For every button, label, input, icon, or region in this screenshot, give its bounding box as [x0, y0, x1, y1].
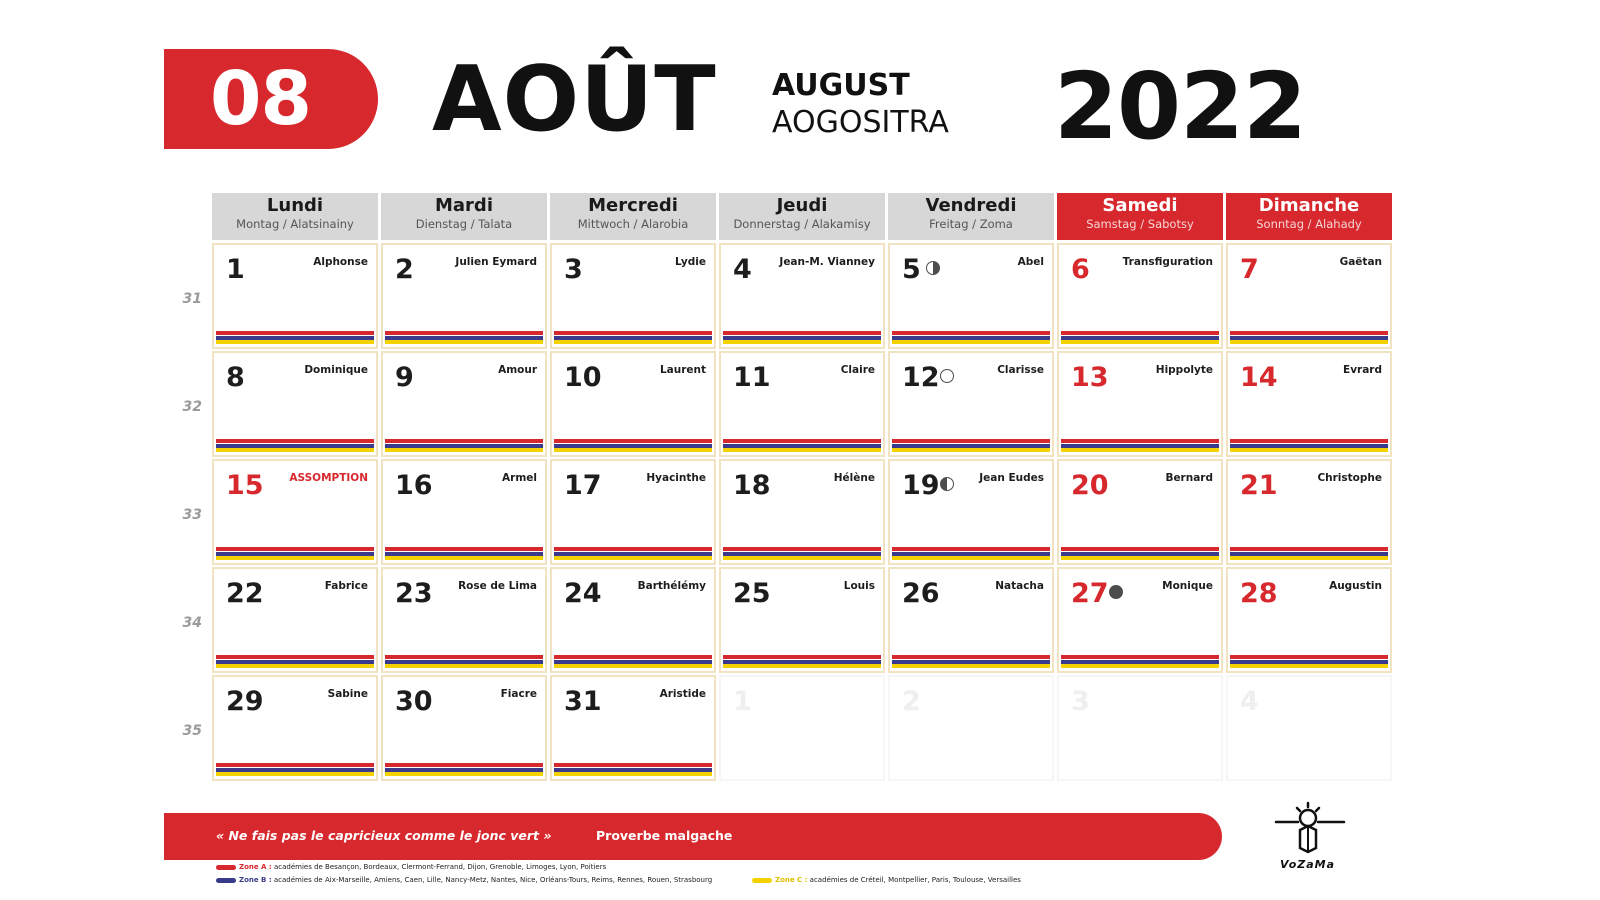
- school-zone-stripes: [723, 331, 881, 344]
- zone-a-stripe: [1061, 655, 1219, 659]
- zone-c-stripe: [385, 556, 543, 560]
- zone-a-stripe: [1230, 331, 1388, 335]
- school-zone-stripes: [1061, 331, 1219, 344]
- zone-b-stripe: [216, 660, 374, 664]
- zone-c-stripe: [723, 448, 881, 452]
- zone-a-stripe: [385, 547, 543, 551]
- day-number: 30: [395, 686, 433, 717]
- week-number: 35: [182, 723, 202, 739]
- saint-name: Dominique: [304, 364, 368, 376]
- school-zone-stripes: [892, 439, 1050, 452]
- day-number: 14: [1240, 362, 1278, 393]
- day-number: 18: [733, 470, 771, 501]
- day-cell[interactable]: [212, 351, 378, 457]
- day-cell[interactable]: [1226, 459, 1392, 565]
- saint-name: Evrard: [1343, 364, 1382, 376]
- day-number: 12: [902, 362, 940, 393]
- saint-name: Julien Eymard: [455, 256, 537, 268]
- zone-c-stripe: [1230, 448, 1388, 452]
- zone-c-stripe: [892, 448, 1050, 452]
- zone-a-stripe: [1061, 331, 1219, 335]
- zone-b-stripe: [216, 444, 374, 448]
- zone-a-stripe: [554, 655, 712, 659]
- zone-b-stripe: [554, 336, 712, 340]
- day-number: 6: [1071, 254, 1090, 285]
- zone-c-stripe: [554, 448, 712, 452]
- day-number: 26: [902, 578, 940, 609]
- zone-a-stripe: [554, 763, 712, 767]
- month-title-mg: AOGOSITRA: [772, 104, 949, 140]
- week-row: [182, 459, 1392, 565]
- zone-b-stripe: [892, 552, 1050, 556]
- week-number: 34: [182, 615, 202, 631]
- zone-b-label: Zone B :: [239, 876, 272, 884]
- zone-c-stripe: [385, 448, 543, 452]
- zone-b-stripe: [1061, 660, 1219, 664]
- zone-a-stripe: [1230, 547, 1388, 551]
- proverb-bar: [164, 813, 1222, 860]
- zone-a-stripe: [385, 763, 543, 767]
- zone-a-stripe: [554, 547, 712, 551]
- week-row: [182, 567, 1392, 673]
- legend-zone-c: [752, 876, 1021, 884]
- zone-a-stripe: [216, 331, 374, 335]
- school-zone-stripes: [723, 547, 881, 560]
- zone-a-stripe: [1061, 439, 1219, 443]
- weekday-name: Mardi: [435, 195, 493, 216]
- zone-a-stripe: [216, 763, 374, 767]
- zone-c-stripe: [892, 556, 1050, 560]
- day-number: 5: [902, 254, 921, 285]
- day-number: 2: [902, 686, 921, 717]
- day-cell[interactable]: [888, 243, 1054, 349]
- calendar-grid: [182, 193, 1392, 739]
- zone-b-stripe: [385, 552, 543, 556]
- school-zone-stripes: [385, 331, 543, 344]
- saint-name: Laurent: [659, 364, 706, 376]
- zone-b-stripe: [554, 660, 712, 664]
- school-zone-stripes: [216, 655, 374, 668]
- zone-b-stripe: [554, 768, 712, 772]
- week-number: 32: [182, 399, 202, 415]
- zone-c-stripe: [892, 664, 1050, 668]
- zone-b-stripe: [723, 552, 881, 556]
- day-cell[interactable]: [719, 567, 885, 673]
- school-zone-stripes: [892, 655, 1050, 668]
- zone-c-swatch: [752, 878, 772, 883]
- day-cell[interactable]: [888, 567, 1054, 673]
- zone-c-stripe: [385, 664, 543, 668]
- day-number: 15: [226, 470, 264, 501]
- moon-first-icon: [926, 261, 940, 275]
- day-cell[interactable]: [719, 459, 885, 565]
- zone-c-stripe: [216, 772, 374, 776]
- week-row: [182, 243, 1392, 349]
- school-zone-stripes: [554, 331, 712, 344]
- legend-zone-b: [216, 876, 712, 884]
- weekday-name: Samedi: [1102, 195, 1178, 216]
- school-zone-stripes: [554, 655, 712, 668]
- day-number: 20: [1071, 470, 1109, 501]
- day-number: 2: [395, 254, 414, 285]
- day-number: 29: [226, 686, 264, 717]
- saint-name: Jean Eudes: [979, 472, 1044, 484]
- proverb-source: Proverbe malgache: [596, 828, 733, 843]
- day-number: 25: [733, 578, 771, 609]
- day-cell[interactable]: [381, 351, 547, 457]
- day-cell-next-month: [888, 675, 1054, 781]
- school-zone-stripes: [723, 655, 881, 668]
- weekday-translation: Freitag / Zoma: [929, 216, 1013, 231]
- day-cell[interactable]: [1057, 459, 1223, 565]
- zone-c-stripe: [1061, 664, 1219, 668]
- zone-a-label: Zone A :: [239, 863, 272, 871]
- zone-b-stripe: [892, 444, 1050, 448]
- zone-a-stripe: [216, 439, 374, 443]
- weekday-name: Dimanche: [1258, 195, 1360, 216]
- zone-c-stripe: [892, 340, 1050, 344]
- day-cell[interactable]: [1226, 243, 1392, 349]
- day-cell[interactable]: [550, 567, 716, 673]
- weekday-header: [719, 193, 885, 240]
- weekday-header: [1226, 193, 1392, 240]
- zone-a-stripe: [892, 547, 1050, 551]
- zone-a-swatch: [216, 865, 236, 870]
- saint-name: Armel: [502, 472, 537, 484]
- month-number: 08: [210, 56, 311, 142]
- saint-name: Alphonse: [313, 256, 368, 268]
- proverb-text: « Ne fais pas le capricieux comme le jonc vert »: [216, 828, 552, 843]
- day-number: 4: [1240, 686, 1259, 717]
- moon-last-icon: [940, 477, 954, 491]
- moon-new-icon: [1109, 585, 1123, 599]
- zone-a-stripe: [723, 439, 881, 443]
- zone-b-stripe: [385, 336, 543, 340]
- day-number: 9: [395, 362, 414, 393]
- saint-name: Natacha: [995, 580, 1044, 592]
- day-cell[interactable]: [1226, 567, 1392, 673]
- month-translations: [772, 68, 949, 141]
- saint-name: Gaëtan: [1339, 256, 1382, 268]
- day-cell[interactable]: [1057, 243, 1223, 349]
- day-cell[interactable]: [719, 243, 885, 349]
- day-cell[interactable]: [381, 459, 547, 565]
- weekday-header: [888, 193, 1054, 240]
- school-zone-stripes: [723, 439, 881, 452]
- day-number: 11: [733, 362, 771, 393]
- day-number: 31: [564, 686, 602, 717]
- day-cell[interactable]: [381, 567, 547, 673]
- zone-b-stripe: [216, 768, 374, 772]
- saint-name: Claire: [840, 364, 875, 376]
- day-number: 22: [226, 578, 264, 609]
- zone-c-stripe: [554, 664, 712, 668]
- zone-a-stripe: [723, 655, 881, 659]
- day-cell[interactable]: [212, 567, 378, 673]
- weekday-name: Jeudi: [776, 195, 828, 216]
- school-zone-stripes: [892, 547, 1050, 560]
- day-cell-next-month: [719, 675, 885, 781]
- weekday-header-row: [212, 193, 1392, 240]
- zone-a-stripe: [216, 547, 374, 551]
- zone-c-stripe: [554, 772, 712, 776]
- school-zone-stripes: [1230, 547, 1388, 560]
- zone-a-stripe: [892, 331, 1050, 335]
- zone-a-stripe: [216, 655, 374, 659]
- zone-b-stripe: [554, 552, 712, 556]
- day-number: 3: [1071, 686, 1090, 717]
- weekday-translation: Dienstag / Talata: [415, 216, 513, 231]
- day-number: 21: [1240, 470, 1278, 501]
- saint-name: Abel: [1017, 256, 1044, 268]
- zone-c-stripe: [216, 556, 374, 560]
- zone-b-stripe: [1061, 336, 1219, 340]
- day-cell[interactable]: [212, 459, 378, 565]
- zone-b-stripe: [1230, 660, 1388, 664]
- saint-name: Augustin: [1329, 580, 1382, 592]
- zone-c-stripe: [1230, 664, 1388, 668]
- day-cell[interactable]: [212, 243, 378, 349]
- zone-c-stripe: [723, 664, 881, 668]
- day-number: 23: [395, 578, 433, 609]
- zone-a-stripe: [385, 655, 543, 659]
- day-cell[interactable]: [550, 351, 716, 457]
- school-zone-stripes: [216, 547, 374, 560]
- holiday-name: ASSOMPTION: [289, 472, 368, 484]
- year-title: 2022: [1054, 53, 1307, 160]
- zone-b-swatch: [216, 878, 236, 883]
- saint-name: Clarisse: [997, 364, 1044, 376]
- zone-a-stripe: [1230, 439, 1388, 443]
- day-number: 16: [395, 470, 433, 501]
- school-zone-stripes: [1061, 655, 1219, 668]
- day-cell-next-month: [1057, 675, 1223, 781]
- logo-text: VoZaMa: [1280, 858, 1336, 871]
- school-zone-stripes: [1230, 655, 1388, 668]
- week-row: [182, 675, 1392, 781]
- zone-b-stripe: [385, 444, 543, 448]
- saint-name: Bernard: [1165, 472, 1213, 484]
- zone-c-stripe: [554, 556, 712, 560]
- zone-b-stripe: [554, 444, 712, 448]
- zone-b-stripe: [892, 660, 1050, 664]
- day-cell[interactable]: [1057, 567, 1223, 673]
- weekday-translation: Donnerstag / Alakamisy: [733, 216, 871, 231]
- school-zone-stripes: [385, 547, 543, 560]
- zone-b-stripe: [385, 660, 543, 664]
- day-cell[interactable]: [212, 675, 378, 781]
- zone-b-stripe: [385, 768, 543, 772]
- zone-b-stripe: [1061, 552, 1219, 556]
- month-number-badge: [164, 49, 378, 149]
- weekday-translation: Samstag / Sabotsy: [1086, 216, 1194, 231]
- saint-name: Hélène: [833, 472, 875, 484]
- saint-name: Lydie: [674, 256, 706, 268]
- saint-name: Fabrice: [324, 580, 368, 592]
- zone-a-stripe: [554, 331, 712, 335]
- saint-name: Transfiguration: [1122, 256, 1213, 268]
- zone-a-stripe: [554, 439, 712, 443]
- day-cell-next-month: [1226, 675, 1392, 781]
- zone-c-stripe: [385, 772, 543, 776]
- day-number: 24: [564, 578, 602, 609]
- zone-c-stripe: [1230, 556, 1388, 560]
- day-cell[interactable]: [550, 459, 716, 565]
- day-number: 17: [564, 470, 602, 501]
- zone-c-label: Zone C :: [775, 876, 808, 884]
- school-zone-stripes: [554, 547, 712, 560]
- zone-c-stripe: [216, 340, 374, 344]
- zone-b-stripe: [1230, 552, 1388, 556]
- saint-name: Aristide: [659, 688, 706, 700]
- weekday-header: [1057, 193, 1223, 240]
- day-number: 10: [564, 362, 602, 393]
- school-zone-stripes: [1230, 439, 1388, 452]
- zone-a-text: académies de Besançon, Bordeaux, Clermont-Ferrand, Dijon, Grenoble, Limoges, Lyon, Poitiers: [273, 863, 607, 871]
- day-number: 28: [1240, 578, 1278, 609]
- weekday-translation: Montag / Alatsinainy: [236, 216, 354, 231]
- weekday-header: [381, 193, 547, 240]
- school-zone-stripes: [554, 763, 712, 776]
- zone-c-text: académies de Créteil, Montpellier, Paris, Toulouse, Versailles: [809, 876, 1021, 884]
- school-zone-stripes: [216, 439, 374, 452]
- weekday-header: [550, 193, 716, 240]
- saint-name: Hyacinthe: [646, 472, 706, 484]
- month-title-en: AUGUST: [772, 68, 910, 103]
- day-cell[interactable]: [1057, 351, 1223, 457]
- day-number: 1: [733, 686, 752, 717]
- zone-b-stripe: [1230, 444, 1388, 448]
- day-cell[interactable]: [550, 675, 716, 781]
- zone-b-stripe: [892, 336, 1050, 340]
- day-number: 27: [1071, 578, 1109, 609]
- day-number: 1: [226, 254, 245, 285]
- legend-zone-a: [216, 863, 606, 871]
- school-zone-stripes: [216, 763, 374, 776]
- school-zone-stripes: [385, 439, 543, 452]
- school-zone-stripes: [1061, 439, 1219, 452]
- week-number: 33: [182, 507, 202, 523]
- day-number: 4: [733, 254, 752, 285]
- day-cell[interactable]: [719, 351, 885, 457]
- day-cell[interactable]: [888, 459, 1054, 565]
- day-cell[interactable]: [1226, 351, 1392, 457]
- zone-c-stripe: [1061, 556, 1219, 560]
- day-number: 8: [226, 362, 245, 393]
- zone-a-stripe: [892, 439, 1050, 443]
- school-zone-stripes: [385, 655, 543, 668]
- zone-b-text: académies de Aix-Marseille, Amiens, Caen, Lille, Nancy-Metz, Nantes, Nice, Orléans-Tours, Reims, Rennes, Rouen, Strasbourg: [273, 876, 713, 884]
- day-cell[interactable]: [888, 351, 1054, 457]
- zone-c-stripe: [723, 556, 881, 560]
- weekday-name: Vendredi: [925, 195, 1017, 216]
- zone-b-stripe: [723, 660, 881, 664]
- zone-c-stripe: [216, 448, 374, 452]
- school-zone-stripes: [892, 331, 1050, 344]
- zone-c-stripe: [216, 664, 374, 668]
- zone-c-stripe: [723, 340, 881, 344]
- zone-c-stripe: [385, 340, 543, 344]
- zone-a-stripe: [723, 331, 881, 335]
- zone-b-stripe: [723, 444, 881, 448]
- week-row: [182, 351, 1392, 457]
- school-zone-stripes: [216, 331, 374, 344]
- zone-b-stripe: [216, 552, 374, 556]
- zone-a-stripe: [892, 655, 1050, 659]
- zone-b-stripe: [723, 336, 881, 340]
- saint-name: Christophe: [1317, 472, 1382, 484]
- zone-b-stripe: [216, 336, 374, 340]
- saint-name: Sabine: [327, 688, 368, 700]
- week-number: 31: [182, 291, 202, 307]
- moon-full-icon: [940, 369, 954, 383]
- zone-b-stripe: [1061, 444, 1219, 448]
- day-cell[interactable]: [381, 243, 547, 349]
- zone-c-stripe: [1230, 340, 1388, 344]
- weekday-translation: Mittwoch / Alarobia: [577, 216, 689, 231]
- saint-name: Jean-M. Vianney: [779, 256, 875, 268]
- zone-a-stripe: [1230, 655, 1388, 659]
- day-number: 7: [1240, 254, 1259, 285]
- zone-b-stripe: [1230, 336, 1388, 340]
- school-zone-stripes: [385, 763, 543, 776]
- school-zone-stripes: [1061, 547, 1219, 560]
- saint-name: Rose de Lima: [458, 580, 537, 592]
- saint-name: Amour: [498, 364, 537, 376]
- zone-c-stripe: [554, 340, 712, 344]
- day-cell[interactable]: [381, 675, 547, 781]
- saint-name: Barthélémy: [637, 580, 706, 592]
- saint-name: Fiacre: [500, 688, 537, 700]
- school-zone-stripes: [554, 439, 712, 452]
- zone-a-stripe: [385, 331, 543, 335]
- school-zone-stripes: [1230, 331, 1388, 344]
- weekday-name: Mercredi: [588, 195, 678, 216]
- zone-c-stripe: [1061, 340, 1219, 344]
- zone-a-stripe: [1061, 547, 1219, 551]
- day-number: 19: [902, 470, 940, 501]
- zone-a-stripe: [723, 547, 881, 551]
- month-title-fr: AOÛT: [432, 47, 717, 152]
- zone-c-stripe: [1061, 448, 1219, 452]
- day-number: 3: [564, 254, 583, 285]
- weekday-header: [212, 193, 378, 240]
- zone-a-stripe: [385, 439, 543, 443]
- saint-name: Hippolyte: [1155, 364, 1213, 376]
- day-cell[interactable]: [550, 243, 716, 349]
- day-number: 13: [1071, 362, 1109, 393]
- saint-name: Louis: [843, 580, 875, 592]
- saint-name: Monique: [1162, 580, 1213, 592]
- weekday-name: Lundi: [266, 195, 324, 216]
- weekday-translation: Sonntag / Alahady: [1256, 216, 1362, 231]
